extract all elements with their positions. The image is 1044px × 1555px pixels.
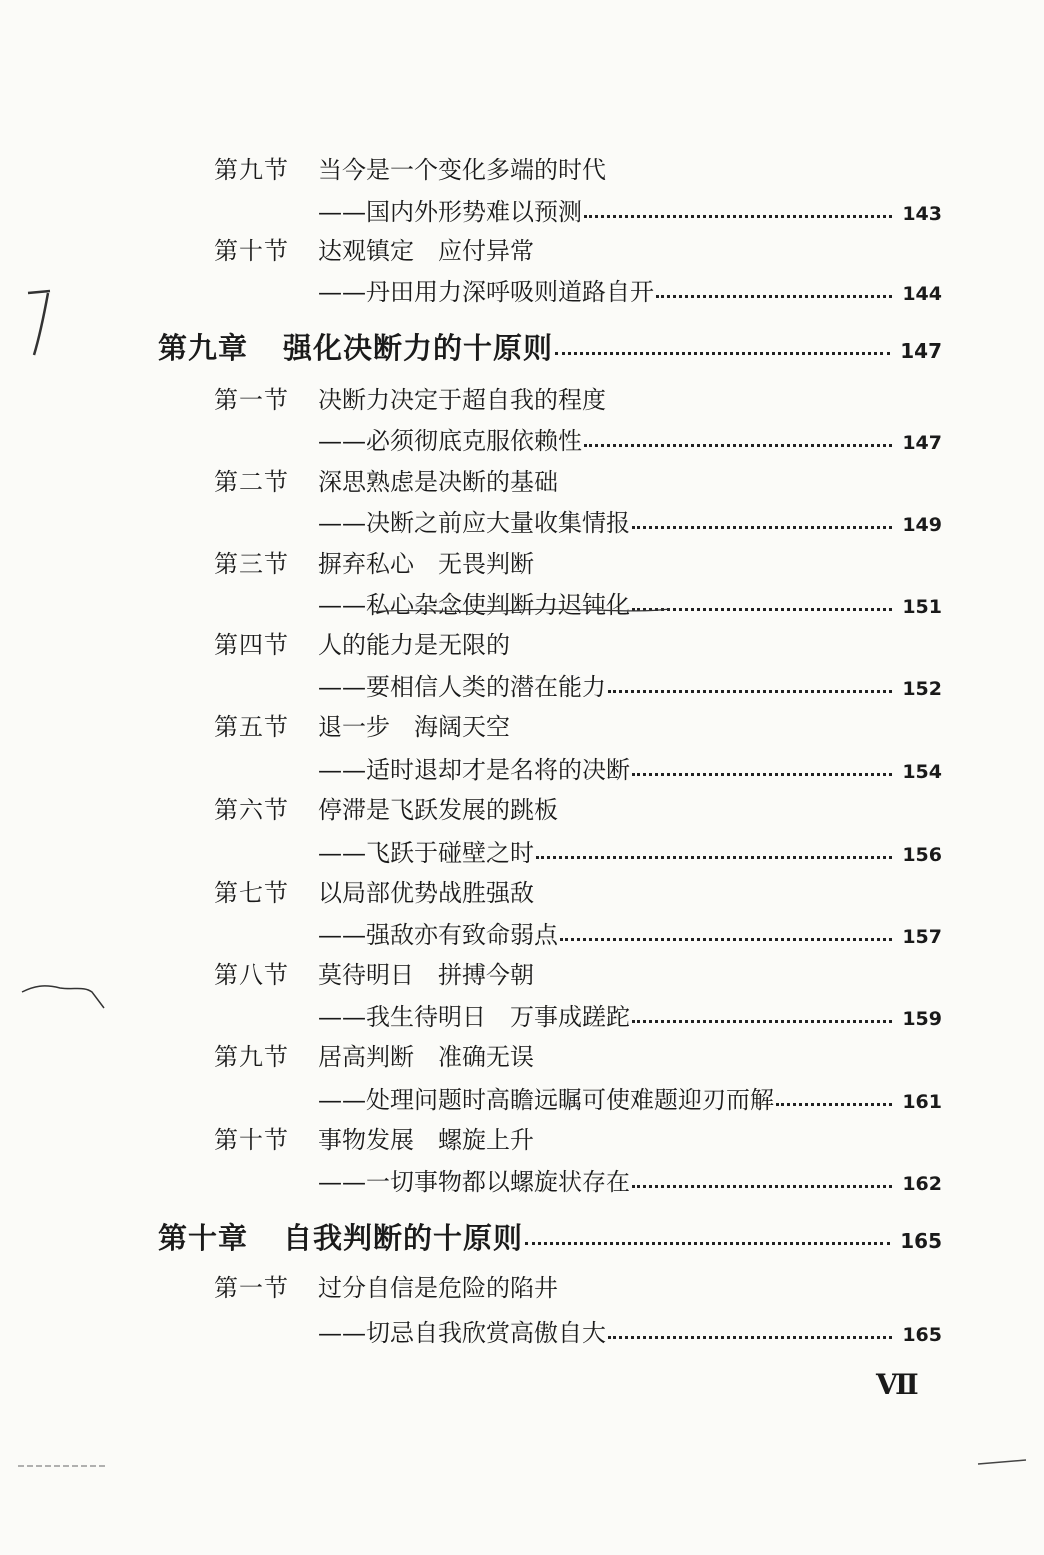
- page-number: 144: [902, 283, 942, 305]
- dot-leader: [608, 1334, 892, 1339]
- section-number: 第五节: [214, 713, 289, 741]
- section-row: [214, 462, 558, 497]
- section-number: 第四节: [214, 631, 289, 659]
- dot-leader: [560, 936, 892, 941]
- page-number: 161: [902, 1091, 942, 1113]
- sub-row: [318, 272, 942, 307]
- dot-leader: [584, 213, 892, 218]
- section-row: [214, 1268, 558, 1303]
- section-number: 第八节: [214, 961, 289, 989]
- chapter-title: 强化决断力的十原则: [283, 331, 554, 365]
- page-folio: Ⅶ: [876, 1368, 919, 1401]
- sub-row: [318, 1080, 942, 1115]
- section-row: [214, 790, 558, 825]
- margin-pen-mark: [22, 285, 62, 365]
- section-row: [214, 707, 510, 742]
- sub-row: [318, 192, 942, 227]
- subtitle: ——决断之前应大量收集情报: [318, 509, 630, 537]
- dot-leader: [555, 350, 890, 355]
- dot-leader: [632, 771, 892, 776]
- page-number: 151: [902, 596, 942, 618]
- subtitle: ——适时退却才是名将的决断: [318, 756, 630, 784]
- section-title: 摒弃私心 无畏判断: [318, 550, 534, 578]
- margin-squiggle-mark: [20, 978, 110, 1018]
- section-title: 居高判断 准确无误: [318, 1043, 534, 1071]
- section-number: 第二节: [214, 468, 289, 496]
- page-number: 157: [902, 926, 942, 948]
- page-number: 162: [902, 1173, 942, 1195]
- section-row: [214, 544, 534, 579]
- section-title: 达观镇定 应付异常: [318, 237, 534, 265]
- sub-row: [318, 915, 942, 950]
- page-number: 147: [902, 432, 942, 454]
- dot-leader: [632, 524, 892, 529]
- page-number: 156: [902, 844, 942, 866]
- subtitle: ——一切事物都以螺旋状存在: [318, 1168, 630, 1196]
- section-title: 深思熟虑是决断的基础: [318, 468, 558, 496]
- section-row: [214, 1120, 534, 1155]
- page-number: 159: [902, 1008, 942, 1030]
- section-title: 过分自信是危险的陷井: [318, 1274, 558, 1302]
- section-row: [214, 955, 534, 990]
- section-row: [214, 625, 510, 660]
- section-number: 第十节: [214, 1126, 289, 1154]
- dot-leader: [608, 688, 892, 693]
- sub-row: [318, 750, 942, 785]
- subtitle: ——我生待明日 万事成蹉跎: [318, 1003, 630, 1031]
- subtitle: ——处理问题时高瞻远瞩可使难题迎刃而解: [318, 1086, 774, 1114]
- subtitle: ——切忌自我欣赏高傲自大: [318, 1319, 606, 1347]
- subtitle: ——丹田用力深呼吸则道路自开: [318, 278, 654, 306]
- page-number: 143: [902, 203, 942, 225]
- sub-row: [318, 1162, 942, 1197]
- section-row: [214, 380, 606, 415]
- sub-row: [318, 833, 942, 868]
- section-title: 退一步 海阔天空: [318, 713, 510, 741]
- subtitle: ——国内外形势难以预测: [318, 198, 582, 226]
- section-title: 停滞是飞跃发展的跳板: [318, 796, 558, 824]
- section-number: 第三节: [214, 550, 289, 578]
- subtitle: ——飞跃于碰壁之时: [318, 839, 534, 867]
- subtitle: ——必须彻底克服依赖性: [318, 427, 582, 455]
- section-number: 第九节: [214, 1043, 289, 1071]
- subtitle: ——私心杂念使判断力迟钝化: [318, 591, 630, 619]
- chapter-row: [158, 326, 942, 367]
- chapter-title: 自我判断的十原则: [283, 1221, 524, 1255]
- section-title: 决断力决定于超自我的程度: [318, 386, 606, 414]
- dot-leader: [584, 442, 892, 447]
- section-number: 第九节: [214, 156, 289, 184]
- section-row: [214, 1037, 534, 1072]
- dot-leader: [536, 854, 892, 859]
- dot-leader: [632, 1018, 892, 1023]
- section-number: 第十节: [214, 237, 289, 265]
- section-title: 当今是一个变化多端的时代: [318, 156, 606, 184]
- section-row: [214, 231, 534, 266]
- section-number: 第一节: [214, 386, 289, 414]
- dot-leader: [776, 1101, 892, 1106]
- underline-scribble: [370, 604, 690, 624]
- sub-row: [318, 421, 942, 456]
- subtitle: ——要相信人类的潜在能力: [318, 673, 606, 701]
- section-row: [214, 873, 534, 908]
- section-number: 第七节: [214, 879, 289, 907]
- page-number: 147: [900, 339, 942, 363]
- sub-row: [318, 1313, 942, 1348]
- section-number: 第六节: [214, 796, 289, 824]
- sub-row: [318, 503, 942, 538]
- page-number: 165: [900, 1229, 942, 1253]
- dot-leader: [525, 1240, 890, 1245]
- subtitle: ——强敌亦有致命弱点: [318, 921, 558, 949]
- section-title: 莫待明日 拼搏今朝: [318, 961, 534, 989]
- section-title: 人的能力是无限的: [318, 631, 510, 659]
- chapter-number: 第九章: [158, 331, 249, 365]
- page-number: 149: [902, 514, 942, 536]
- page-number: 154: [902, 761, 942, 783]
- dot-leader: [656, 293, 892, 298]
- section-title: 以局部优势战胜强敌: [318, 879, 534, 907]
- chapter-number: 第十章: [158, 1221, 249, 1255]
- bottom-edge-mark: [18, 1456, 1028, 1476]
- dot-leader: [632, 1183, 892, 1188]
- page-number: 152: [902, 678, 942, 700]
- section-number: 第一节: [214, 1274, 289, 1302]
- sub-row: [318, 997, 942, 1032]
- sub-row: [318, 667, 942, 702]
- section-row: [214, 150, 606, 185]
- chapter-row: [158, 1216, 942, 1257]
- section-title: 事物发展 螺旋上升: [318, 1126, 534, 1154]
- page-number: 165: [902, 1324, 942, 1346]
